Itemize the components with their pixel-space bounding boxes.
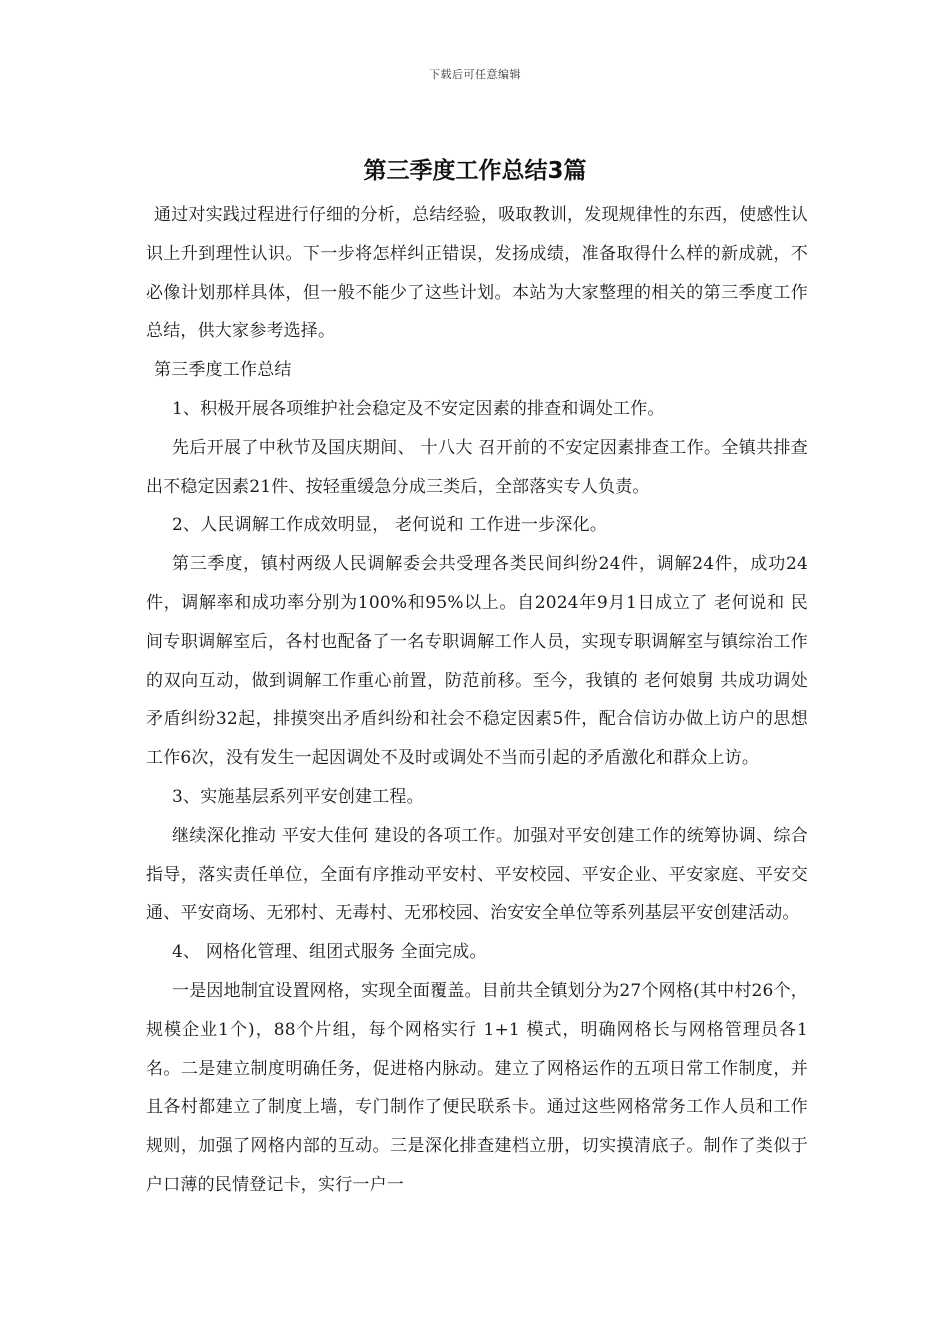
item-3-heading: 3、实施基层系列平安创建工程。 <box>172 786 424 807</box>
item-4-heading: 4、 网格化管理、组团式服务 全面完成。 <box>172 942 487 963</box>
item-3-paragraph: 继续深化推动 平安大佳何 建设的各项工作。加强对平安创建工作的统筹协调、综合指导，落实责任单位，全面有序推动平安村、平安校园、平安企业、平安家庭、平安交通、平安商场、无邪村、无毒村、无邪校园、治安安全单位等系列基层平安创建活动。 <box>146 825 808 924</box>
page-header-note: 下载后可任意编辑 <box>429 68 521 81</box>
item-2-heading: 2、人民调解工作成效明显， 老何说和 工作进一步深化。 <box>172 515 608 536</box>
item-1-paragraph: 先后开展了中秋节及国庆期间、 十八大 召开前的不安定因素排查工作。全镇共排查出不稳定因素21件、按轻重缓急分成三类后，全部落实专人负责。 <box>146 437 808 497</box>
document-body <box>146 196 808 1205</box>
item-1-heading: 1、积极开展各项维护社会稳定及不安定因素的排查和调处工作。 <box>172 398 665 419</box>
item-4-paragraph: 一是因地制宜设置网格，实现全面覆盖。目前共全镇划分为27个网格(其中村26个，规模企业1个)，88个片组，每个网格实行 1+1 模式，明确网格长与网格管理员各1名。二是建立制度明确任务，促进格内脉动。建立了网格运作的五项日常工作制度，并且各村都建立了制度上墙，专门制作了便民联系卡。通过这些网格常务工作人员和工作规则，加强了网格内部的互动。三是深化排查建档立册，切实摸清底子。制作了类似于户口薄的民情登记卡，实行一户一 <box>146 980 808 1195</box>
document-title: 第三季度工作总结3篇 <box>363 158 587 184</box>
item-2-paragraph: 第三季度，镇村两级人民调解委会共受理各类民间纠纷24件，调解24件，成功24件，调解率和成功率分别为100%和95%以上。自2024年9月1日成立了 老何说和 民间专职调解室后，各村也配备了一名专职调解工作人员，实现专职调解室与镇综治工作的双向互动，做到调解工作重心前置，防范前移。至今，我镇的 老何娘舅 共成功调处矛盾纠纷32起，排摸突出矛盾纠纷和社会不稳定因素5件，配合信访办做上访户的思想工作6次，没有发生一起因调处不及时或调处不当而引起的矛盾激化和群众上访。 <box>146 554 808 769</box>
intro-paragraph: 通过对实践过程进行仔细的分析，总结经验，吸取教训，发现规律性的东西，使感性认识上升到理性认识。下一步将怎样纠正错误，发扬成绩，准备取得什么样的新成就，不必像计划那样具体，但一般不能少了这些计划。本站为大家整理的相关的第三季度工作总结，供大家参考选择。 <box>146 205 808 342</box>
section-heading: 第三季度工作总结 <box>154 360 292 381</box>
